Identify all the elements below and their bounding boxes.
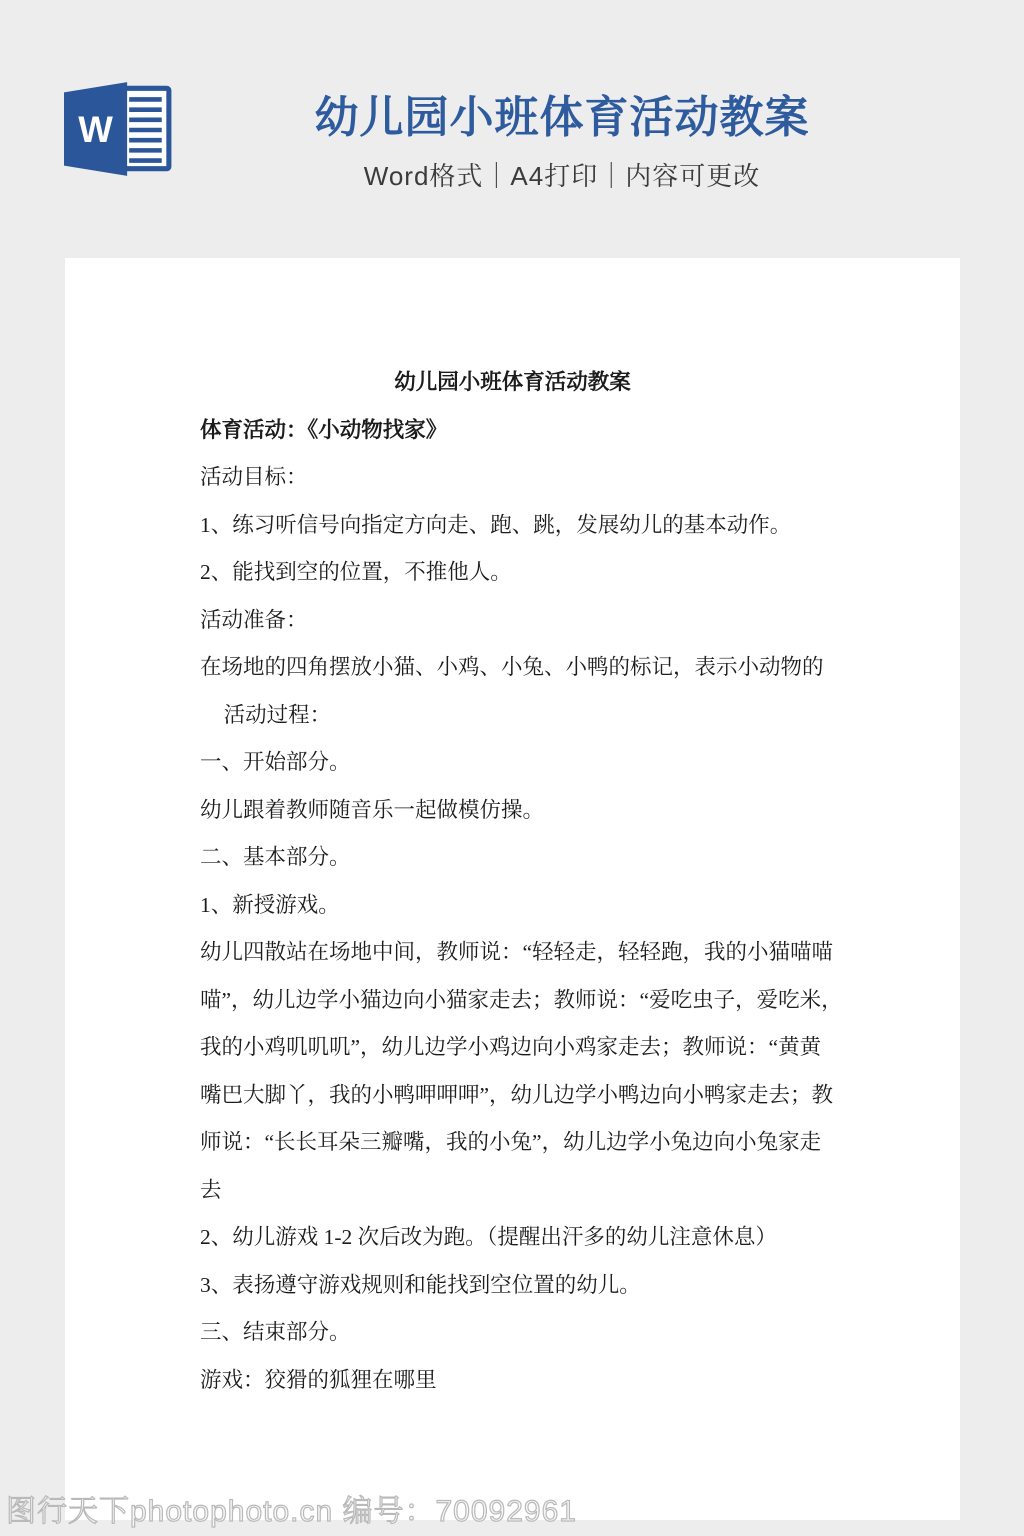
doc-line: 2、幼儿游戏 1-2 次后改为跑。（提醒出汗多的幼儿注意休息） [200, 1225, 777, 1249]
doc-line: 幼儿园小班体育活动教案 [394, 370, 631, 394]
doc-line: 幼儿四散站在场地中间，教师说：“轻轻走，轻轻跑，我的小猫喵喵 [200, 940, 834, 964]
document-content [65, 258, 960, 1404]
watermark: 图行天下photophoto.cn 编号：70092961 [6, 1495, 577, 1528]
doc-line: 幼儿跟着教师随音乐一起做模仿操。 [200, 797, 545, 822]
doc-line: 在场地的四角摆放小猫、小鸡、小兔、小鸭的标记，表示小动物的 [200, 655, 824, 679]
doc-line: 去 [200, 1177, 222, 1202]
doc-line: 1、练习听信号向指定方向走、跑、跳，发展幼儿的基本动作。 [200, 512, 792, 537]
doc-line: 活动过程： [223, 702, 332, 727]
doc-line: 2、能找到空的位置，不推他人。 [200, 560, 512, 584]
header [100, 94, 1024, 193]
doc-line: 体育活动：《小动物找家》 [200, 417, 448, 442]
doc-line: 二、基本部分。 [200, 845, 351, 869]
doc-line: 喵”，幼儿边学小猫边向小猫家走去；教师说：“爱吃虫子，爱吃米， [200, 987, 843, 1012]
doc-line: 活动目标： [200, 465, 308, 489]
doc-line: 活动准备： [200, 607, 308, 632]
doc-line: 游戏：狡猾的狐狸在哪里 [200, 1367, 437, 1392]
doc-line: 我的小鸡叽叽叽”，幼儿边学小鸡边向小鸡家走去；教师说：“黄黄 [200, 1035, 822, 1059]
svg-text:W: W [78, 109, 113, 151]
document-page [65, 258, 960, 1520]
page-subtitle: Word格式｜A4打印｜内容可更改 [363, 161, 761, 192]
doc-line: 嘴巴大脚丫，我的小鸭呷呷呷”，幼儿边学小鸭边向小鸭家走去；教 [200, 1082, 834, 1107]
doc-line: 1、新授游戏。 [200, 892, 340, 917]
doc-line: 三、结束部分。 [200, 1320, 351, 1344]
doc-line: 师说：“长长耳朵三瓣嘴，我的小兔”，幼儿边学小兔边向小兔家走 [200, 1130, 822, 1154]
doc-line: 3、表扬遵守游戏规则和能找到空位置的幼儿。 [200, 1272, 641, 1297]
doc-line: 一、开始部分。 [200, 750, 351, 774]
page-title: 幼儿园小班体育活动教案 [314, 93, 810, 142]
